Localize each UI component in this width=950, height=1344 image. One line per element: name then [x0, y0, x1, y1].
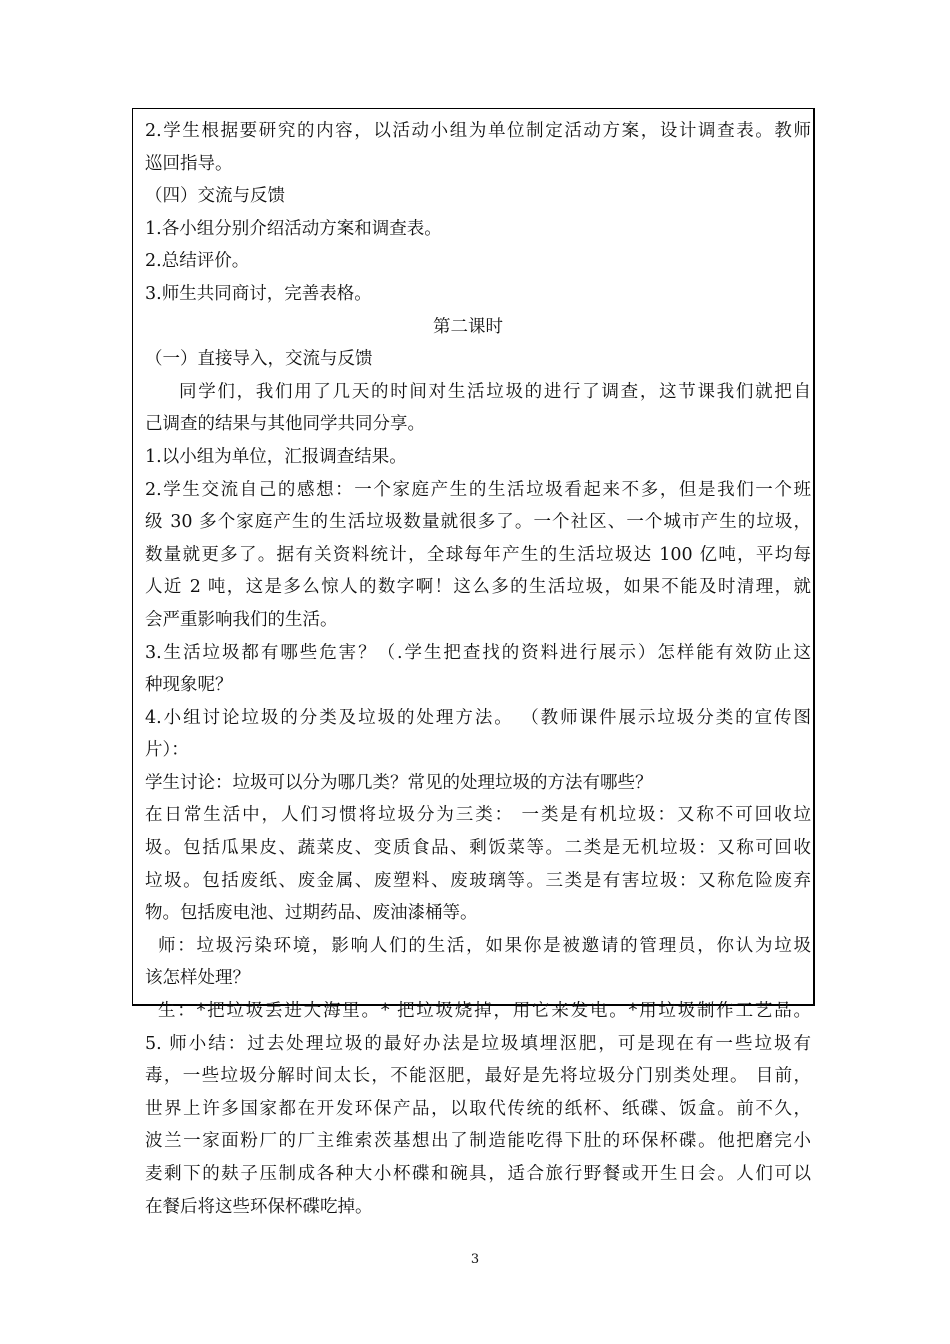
- text-line: 种现象呢？: [145, 675, 233, 696]
- lesson-period-title: 第二课时: [433, 316, 503, 337]
- text-line: 巡回指导。: [145, 153, 233, 174]
- text-line: 2.总结评价。: [145, 251, 250, 272]
- text-line: 圾。包括瓜果皮、蔬菜皮、变质食品、剩饭菜等。二类是无机垃圾：又称可回收: [145, 838, 811, 859]
- text-line: 麦剩下的麸子压制成各种大小杯碟和碗具，适合旅行野餐或开生日会。人们可以: [145, 1164, 811, 1184]
- lesson-plan-text: [145, 115, 811, 1223]
- text-line: 会严重影响我们的生活。: [145, 609, 338, 630]
- text-line: 5. 师小结：过去处理垃圾的最好办法是垃圾填埋沤肥，可是现在有一些垃圾有: [145, 1033, 811, 1054]
- text-line: 生：*把垃圾丢进大海里。* 把垃圾烧掉，用它来发电。*用垃圾制作工艺品。: [158, 1001, 811, 1022]
- text-line: 己调查的结果与其他同学共同分享。: [145, 414, 425, 435]
- text-line: 3.生活垃圾都有哪些危害？（.学生把查找的资料进行展示）怎样能有效防止这: [145, 642, 811, 663]
- text-line: 物。包括废电池、过期药品、废油漆桶等。: [145, 903, 478, 924]
- text-line: 级 30 多个家庭产生的生活垃圾数量就很多了。一个社区、一个城市产生的垃圾，: [145, 512, 811, 533]
- text-line: 3.师生共同商讨，完善表格。: [145, 283, 372, 304]
- text-line: 波兰一家面粉厂的厂主维索茨基想出了制造能吃得下肚的环保杯碟。他把磨完小: [145, 1131, 811, 1152]
- text-line: 2.学生交流自己的感想：一个家庭产生的生活垃圾看起来不多，但是我们一个班: [145, 479, 811, 500]
- text-line: 1.各小组分别介绍活动方案和调查表。: [145, 218, 442, 239]
- text-line: 该怎样处理？: [145, 968, 250, 989]
- text-line: 世界上许多国家都在开发环保产品，以取代传统的纸杯、纸碟、饭盒。前不久，: [145, 1098, 811, 1119]
- text-line: 垃圾。包括废纸、废金属、废塑料、废玻璃等。三类是有害垃圾：又称危险废弃: [145, 870, 811, 891]
- text-line: 4.小组讨论垃圾的分类及垃圾的处理方法。 （教师课件展示垃圾分类的宣传图: [145, 707, 811, 728]
- text-line: 数量就更多了。据有关资料统计，全球每年产生的生活垃圾达 100 亿吨，平均每: [145, 544, 811, 565]
- text-line: 2.学生根据要研究的内容，以活动小组为单位制定活动方案，设计调查表。教师: [145, 121, 811, 141]
- text-line: 在餐后将这些环保杯碟吃掉。: [145, 1196, 373, 1217]
- text-line: 1.以小组为单位，汇报调查结果。: [145, 446, 407, 467]
- page-number: 3: [470, 1252, 480, 1267]
- section-heading: （四）交流与反馈: [145, 186, 285, 207]
- text-line: 在日常生活中，人们习惯将垃圾分为三类： 一类是有机垃圾：又称不可回收垃: [145, 805, 811, 826]
- text-line: 毒，一些垃圾分解时间太长，不能沤肥，最好是先将垃圾分门别类处理。 目前，: [145, 1066, 811, 1087]
- text-line: 学生讨论：垃圾可以分为哪几类？常见的处理垃圾的方法有哪些？: [145, 772, 653, 793]
- section-heading: （一）直接导入，交流与反馈: [145, 349, 373, 370]
- text-line: 师：垃圾污染环境，影响人们的生活，如果你是被邀请的管理员，你认为垃圾: [158, 935, 811, 956]
- text-line: 片）：: [145, 740, 189, 761]
- text-line: 人近 2 吨，这是多么惊人的数字啊！这么多的生活垃圾，如果不能及时清理，就: [145, 577, 811, 598]
- text-line: 同学们，我们用了几天的时间对生活垃圾的进行了调查，这节课我们就把自: [179, 381, 811, 402]
